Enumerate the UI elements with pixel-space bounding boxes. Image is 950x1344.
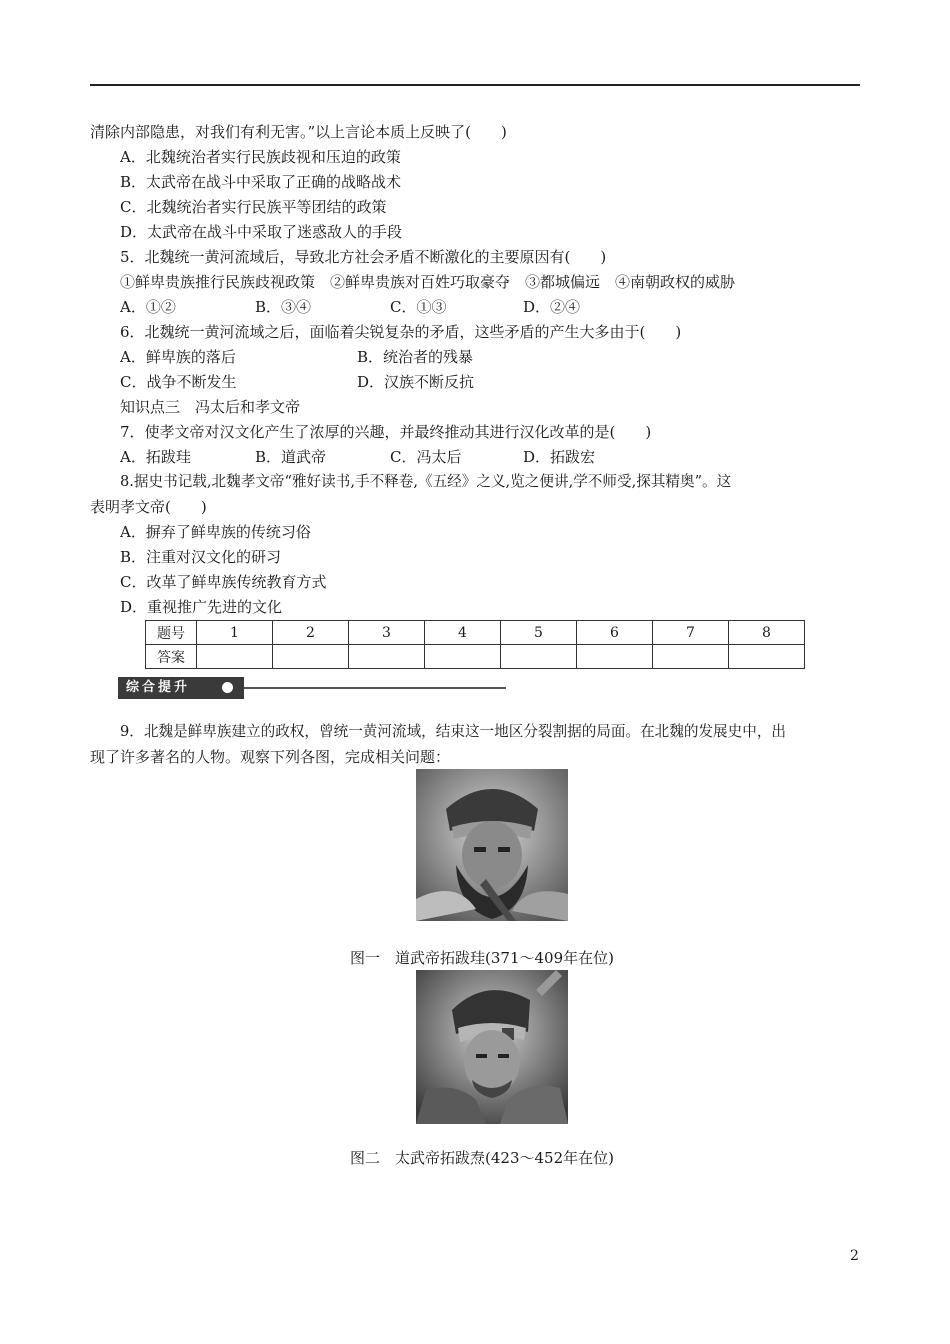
text-line: 清除内部隐患，对我们有利无害。”以上言论本质上反映了( )	[90, 123, 507, 141]
option-a: A．鲜卑族的落后	[120, 348, 236, 366]
option-d: D．②④	[523, 298, 581, 316]
knowledge-point-heading: 知识点三 冯太后和孝文帝	[120, 398, 301, 416]
table-cell: 4	[425, 621, 501, 645]
answer-cell[interactable]	[729, 645, 805, 669]
option-c: C．改革了鲜卑族传统教育方式	[120, 573, 327, 591]
table-cell: 3	[349, 621, 425, 645]
option-b: B．太武帝在战斗中采取了正确的战略战术	[120, 173, 402, 191]
option-c: C．北魏统治者实行民族平等团结的政策	[120, 198, 387, 216]
option-a: A．拓跋珪	[120, 448, 191, 466]
question-5: 5．北魏统一黄河流域后，导致北方社会矛盾不断激化的主要原因有( )	[120, 248, 607, 266]
option-d: D．汉族不断反抗	[357, 373, 475, 391]
question-9-cont: 现了许多著名的人物。观察下列各图，完成相关问题：	[90, 748, 451, 766]
question-6: 6．北魏统一黄河流域之后，面临着尖锐复杂的矛盾，这些矛盾的产生大多由于( )	[120, 323, 682, 341]
table-cell: 6	[577, 621, 653, 645]
table-row	[146, 645, 805, 669]
option-c: C．①③	[390, 298, 447, 316]
table-header-cell: 题号	[146, 621, 197, 645]
option-d: D．太武帝在战斗中采取了迷惑敌人的手段	[120, 223, 403, 241]
answer-table	[145, 620, 805, 669]
answer-cell[interactable]	[273, 645, 349, 669]
header-rule	[90, 84, 860, 86]
table-cell: 2	[273, 621, 349, 645]
figure-caption: 图二 太武帝拓跋焘(423～452年在位)	[350, 1149, 614, 1167]
answer-cell[interactable]	[197, 645, 273, 669]
option-b: B．统治者的残暴	[357, 348, 474, 366]
option-a: A．①②	[120, 298, 176, 316]
table-row	[146, 621, 805, 645]
bullet-dot-icon	[222, 682, 233, 693]
answer-cell[interactable]	[653, 645, 729, 669]
warrior-portrait-illustration	[416, 970, 568, 1124]
option-c: C．冯太后	[390, 448, 462, 466]
option-c: C．战争不断发生	[120, 373, 237, 391]
figure-caption: 图一 道武帝拓跋珪(371～409年在位)	[350, 949, 614, 967]
option-b: B．道武帝	[255, 448, 327, 466]
question-8-cont: 表明孝文帝( )	[90, 498, 207, 516]
section-rule	[244, 687, 506, 689]
table-header-cell: 答案	[146, 645, 197, 669]
option-d: D．拓跋宏	[523, 448, 596, 466]
answer-cell[interactable]	[349, 645, 425, 669]
answer-cell[interactable]	[577, 645, 653, 669]
option-a: A．摒弃了鲜卑族的传统习俗	[120, 523, 311, 541]
option-b: B．注重对汉文化的研习	[120, 548, 282, 566]
question-7: 7．使孝文帝对汉文化产生了浓厚的兴趣，并最终推动其进行汉化改革的是( )	[120, 423, 652, 441]
table-cell: 5	[501, 621, 577, 645]
question-5-items: ①鲜卑贵族推行民族歧视政策 ②鲜卑贵族对百姓巧取豪夺 ③都城偏远 ④南朝政权的威胁	[120, 273, 736, 291]
section-title: 综合提升	[118, 677, 244, 699]
table-cell: 7	[653, 621, 729, 645]
answer-cell[interactable]	[425, 645, 501, 669]
option-d: D．重视推广先进的文化	[120, 598, 283, 616]
section-banner	[118, 677, 506, 699]
question-9: 9．北魏是鲜卑族建立的政权，曾统一黄河流域，结束这一地区分裂割据的局面。在北魏的发展史中，出	[120, 723, 787, 740]
option-a: A．北魏统治者实行民族歧视和压迫的政策	[120, 148, 401, 166]
table-cell: 8	[729, 621, 805, 645]
question-8: 8.据史书记载,北魏孝文帝“雅好读书,手不释卷,《五经》之义,览之便讲,学不师受,探其精奥”。这	[120, 473, 732, 490]
table-cell: 1	[197, 621, 273, 645]
option-b: B．③④	[255, 298, 312, 316]
portrait-image	[416, 970, 568, 1124]
answer-cell[interactable]	[501, 645, 577, 669]
warrior-portrait-illustration	[416, 769, 568, 921]
portrait-image	[416, 769, 568, 921]
page-number: 2	[850, 1248, 859, 1264]
